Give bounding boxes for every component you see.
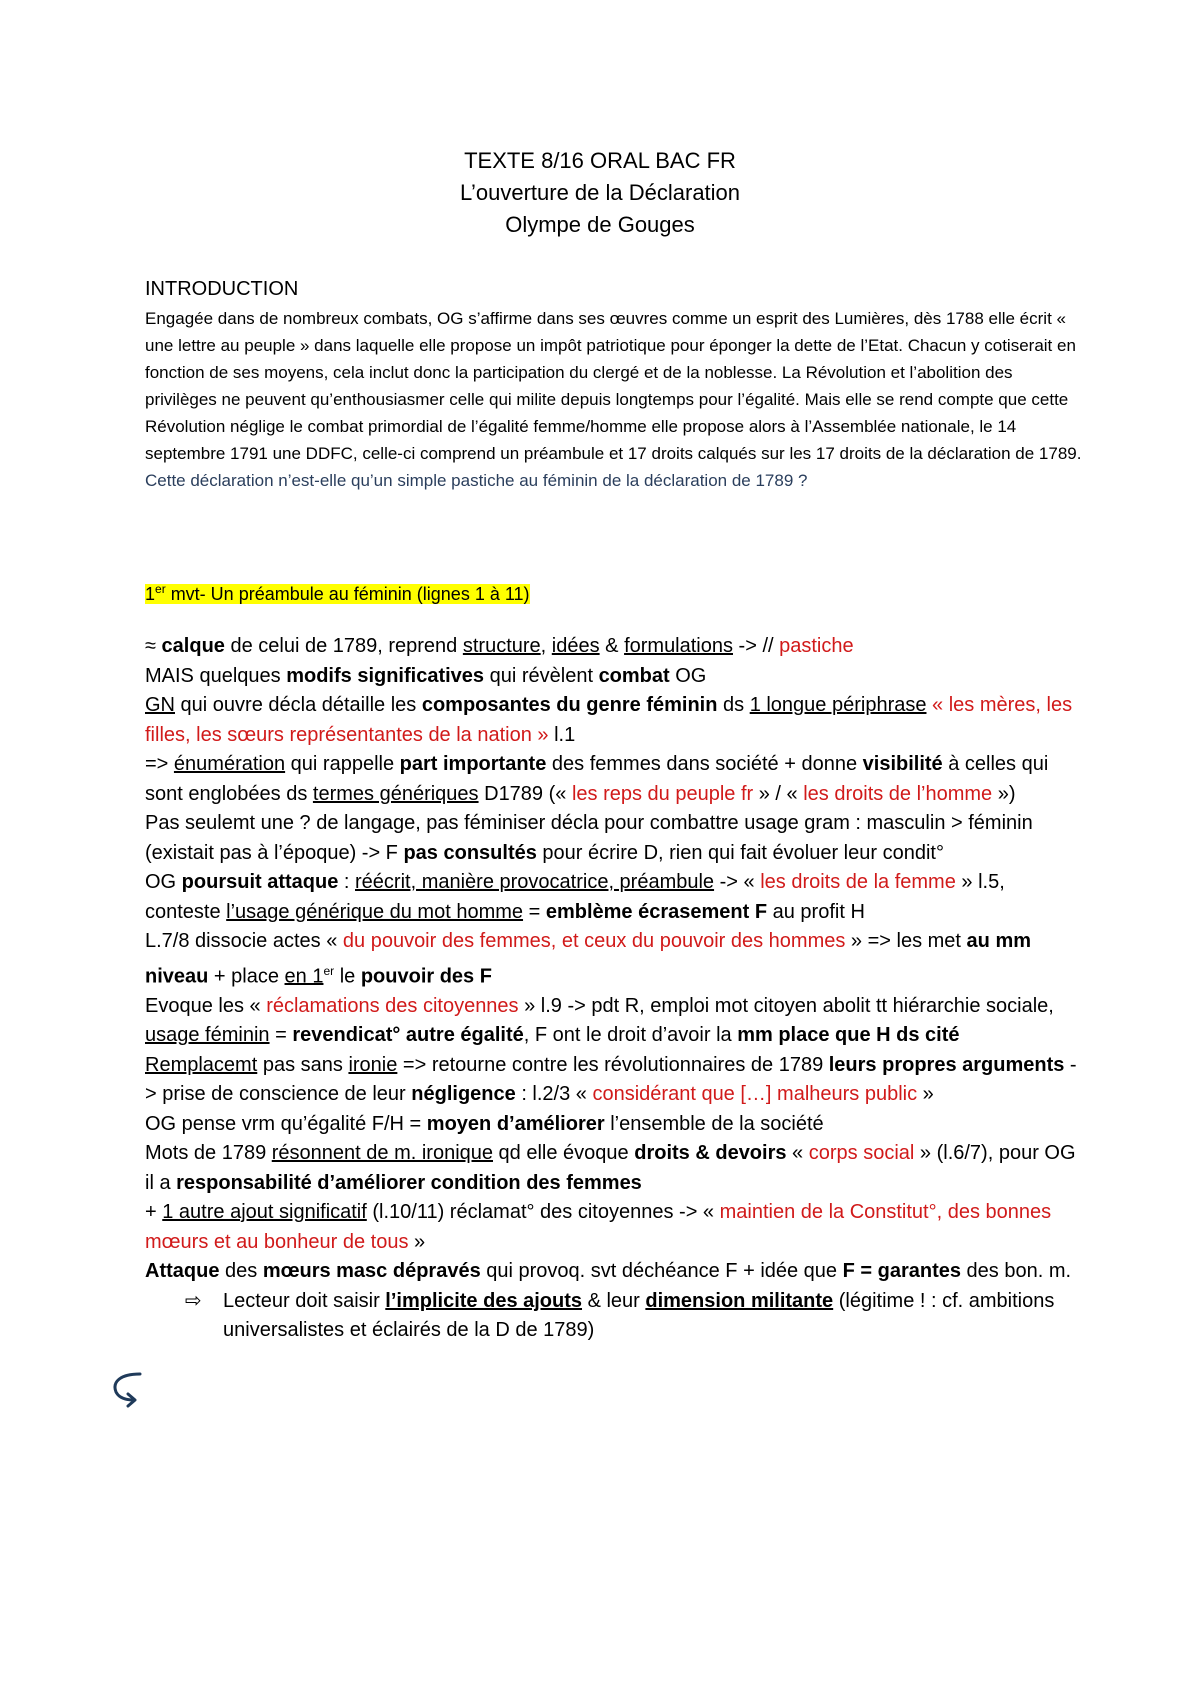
analysis-notes	[145, 632, 1085, 1346]
curved-arrow-icon	[110, 1370, 146, 1410]
movement-title: mvt- Un préambule au féminin (lignes 1 à 11)	[165, 584, 530, 604]
note-line: Pas seulemt une ? de langage, pas féminiser décla pour combattre usage gram : masculin > féminin (existait pas à l’époque) -> F pas consultés pour écrire D, rien qui fait évoluer leur condit°	[145, 812, 1033, 864]
doc-title: TEXTE 8/16 ORAL BAC FR	[464, 148, 736, 173]
conclusion-text: Lecteur doit saisir l’implicite des ajouts & leur dimension militante (légitime ! : cf. ambitions universalistes et éclairés de la D de 1789)	[223, 1289, 1055, 1342]
note-line: MAIS quelques modifs significatives qui révèlent combat OG	[145, 664, 707, 687]
intro-heading: INTRODUCTION	[145, 278, 299, 300]
movement-number: 1	[145, 584, 156, 604]
doc-subtitle: L’ouverture de la Déclaration	[459, 180, 741, 205]
intro-paragraph: Engagée dans de nombreux combats, OG s’affirme dans ses œuvres comme un esprit des Lumières, dès 1788 elle écrit « une lettre au peuple » dans laquelle elle propose un impôt patriotique pour éponger la dette de l’Etat. Chacun y cotiserait en fonction de ses moyens, cela inclut donc la participation du clergé et de la noblesse. La Révolution et l’abolition des privilèges ne peuvent qu’enthousiasmer celle qui milite depuis longtemps pour l’égalité. Mais elle se rend compte que cette Révolution néglige le combat primordial de l’égalité femme/homme elle propose alors à l’Assemblée nationale, le 14 septembre 1791 une DDFC, celle-ci comprend un préambule et 17 droits calqués sur les 17 droits de la déclaration de 1789.	[145, 309, 1082, 463]
movement-heading	[145, 582, 530, 605]
conclusion-bullet	[145, 1287, 1085, 1346]
note-line: ≈ calque de celui de 1789, reprend structure, idées & formulations -> // pastiche	[145, 635, 854, 657]
note-line: Remplacemt pas sans ironie => retourne contre les révolutionnaires de 1789 leurs propres arguments -> prise de conscience de leur négligence : l.2/3 « considérant que […] malheurs public »	[145, 1053, 1077, 1106]
note-line: => énumération qui rappelle part importante des femmes dans société + donne visibilité à celles qui sont englobées ds termes génériques D1789 (« les reps du peuple fr » / « les droits de l’homme »)	[145, 753, 1049, 805]
intro-section	[145, 305, 1085, 494]
doc-author: Olympe de Gouges	[505, 212, 695, 237]
note-line: + 1 autre ajout significatif (l.10/11) réclamat° des citoyennes -> « maintien de la Constitut°, des bonnes mœurs et au bonheur de tous »	[145, 1201, 1052, 1253]
note-line: OG pense vrm qu’égalité F/H = moyen d’améliorer l’ensemble de la société	[145, 1112, 824, 1135]
note-line: L.7/8 dissocie actes « du pouvoir des femmes, et ceux du pouvoir des hommes » => les met au mm niveau + place en 1er le pouvoir des F	[145, 930, 1032, 988]
note-line: Mots de 1789 résonnent de m. ironique qd elle évoque droits & devoirs « corps social » (l.6/7), pour OG il a responsabilité d’améliorer condition des femmes	[145, 1142, 1076, 1194]
note-line: OG poursuit attaque : réécrit, manière provocatrice, préambule -> « les droits de la femme » l.5, conteste l’usage générique du mot homme = emblème écrasement F au profit H	[145, 871, 1005, 923]
movement-sup: er	[155, 582, 166, 596]
note-line: GN qui ouvre décla détaille les composantes du genre féminin ds 1 longue périphrase « les mères, les filles, les sœurs représentantes de la nation » l.1	[145, 694, 1073, 746]
problematic-question: Cette déclaration n’est-elle qu’un simple pastiche au féminin de la déclaration de 1789 ?	[145, 471, 808, 490]
hollow-arrow-icon: ⇨	[185, 1289, 202, 1312]
note-line: Attaque des mœurs masc dépravés qui provoq. svt déchéance F + idée que F = garantes des bon. m.	[145, 1260, 1072, 1283]
note-line: Evoque les « réclamations des citoyennes » l.9 -> pdt R, emploi mot citoyen abolit tt hiérarchie sociale, usage féminin = revendicat° autre égalité, F ont le droit d’avoir la mm place que H ds cité	[145, 994, 1054, 1047]
